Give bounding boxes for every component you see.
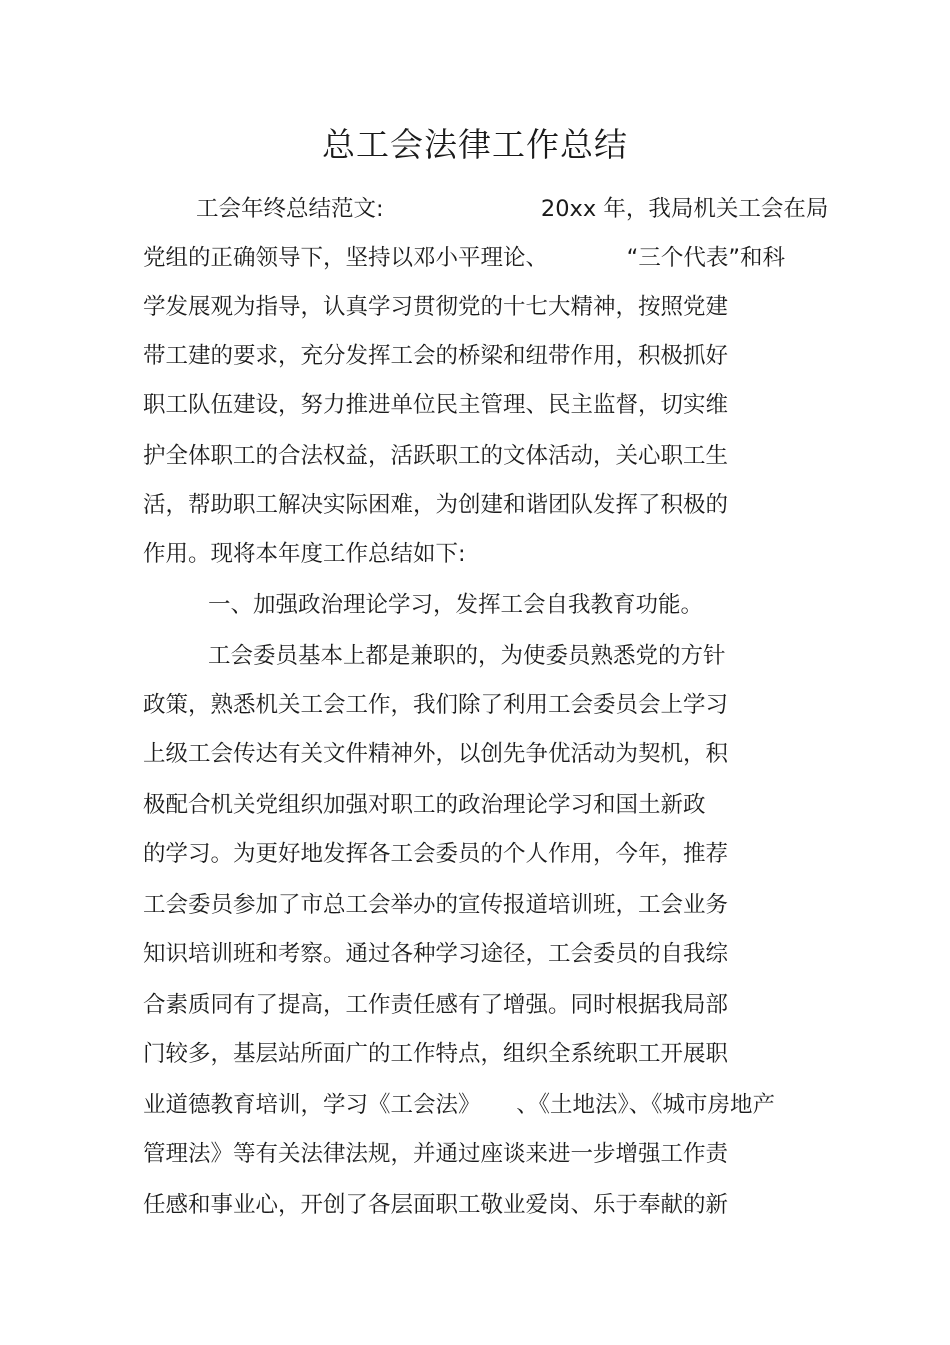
paragraph-line: 工会委员基本上都是兼职的，为使委员熟悉党的方针 xyxy=(208,643,726,669)
paragraph-line: 门较多，基层站所面广的工作特点，组织全系统职工开展职 xyxy=(143,1041,729,1067)
paragraph-line: 知识培训班和考察。通过各种学习途径，工会委员的自我综 xyxy=(143,941,729,967)
paragraph-line: 管理法》等有关法律法规，并通过座谈来进一步增强工作责 xyxy=(143,1141,729,1167)
document-title: 总工会法律工作总结 xyxy=(322,125,628,164)
paragraph-line: 工会委员参加了市总工会举办的宣传报道培训班，工会业务 xyxy=(143,892,729,918)
paragraph-line: 党组的正确领导下，坚持以邓小平理论、 “三个代表”和科 xyxy=(143,245,785,271)
section-heading: 一、加强政治理论学习，发挥工会自我教育功能。 xyxy=(208,592,704,618)
paragraph-line: 极配合机关党组织加强对职工的政治理论学习和国土新政 xyxy=(143,792,706,818)
paragraph-line: 的学习。为更好地发挥各工会委员的个人作用，今年，推荐 xyxy=(143,841,729,867)
paragraph-line: 活，帮助职工解决实际困难，为创建和谐团队发挥了积极的 xyxy=(143,492,729,518)
paragraph-line: 上级工会传达有关文件精神外，以创先争优活动为契机，积 xyxy=(143,741,729,767)
paragraph-line: 作用。现将本年度工作总结如下: xyxy=(143,541,466,567)
paragraph-line: 职工队伍建设，努力推进单位民主管理、民主监督，切实维 xyxy=(143,392,729,418)
paragraph-line: 学发展观为指导，认真学习贯彻党的十七大精神，按照党建 xyxy=(143,294,729,320)
paragraph-line: 工会年终总结范文: 20xx 年，我局机关工会在局 xyxy=(196,196,829,222)
paragraph-line: 护全体职工的合法权益，活跃职工的文体活动，关心职工生 xyxy=(143,443,729,469)
paragraph-line: 业道德教育培训，学习《工会法》 、《土地法》、《城市房地产 xyxy=(143,1092,776,1118)
paragraph-line: 合素质同有了提高，工作责任感有了增强。同时根据我局部 xyxy=(143,992,729,1018)
paragraph-line: 带工建的要求，充分发挥工会的桥梁和纽带作用，积极抓好 xyxy=(143,343,729,369)
paragraph-line: 政策，熟悉机关工会工作，我们除了利用工会委员会上学习 xyxy=(143,692,729,718)
paragraph-line: 任感和事业心，开创了各层面职工敬业爱岗、乐于奉献的新 xyxy=(143,1192,729,1218)
